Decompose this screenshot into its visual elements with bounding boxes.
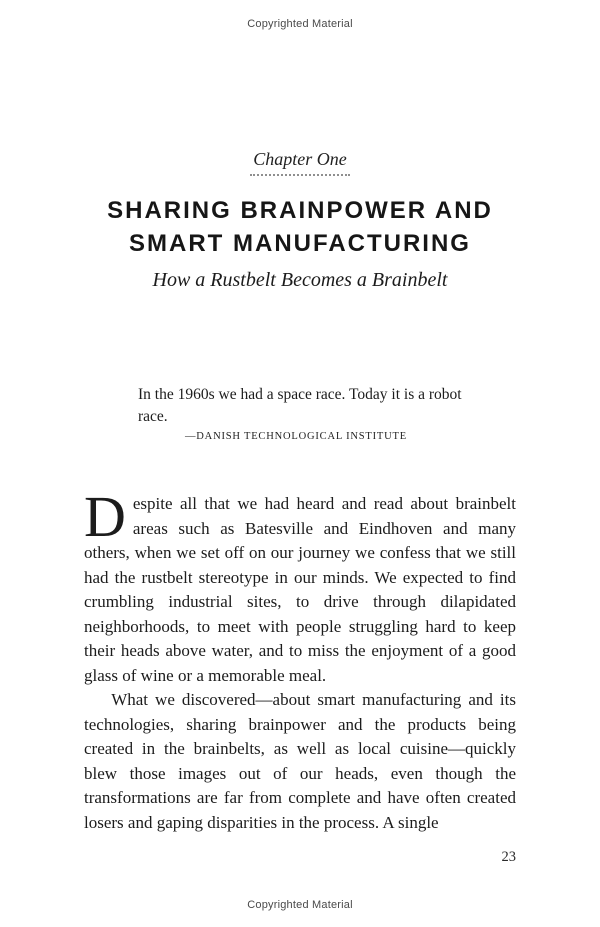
chapter-subtitle: How a Rustbelt Becomes a Brainbelt: [152, 269, 448, 291]
page-number: 23: [501, 849, 516, 865]
drop-cap: D: [84, 484, 126, 549]
epigraph-quote: In the 1960s we had a space race. Today it is a robot race.: [138, 386, 462, 425]
chapter-label: Chapter One: [253, 149, 347, 169]
paragraph-first-text: espite all that we had heard and read about brainbelt areas such as Batesville and Eindhoven and many others, when we set off on our journey we confess that we still had the rustbelt stereotype in our minds. We expected to find crumbling industrial sites, to drive through dilapidated neighborhoods, to meet with people struggling hard to keep their heads above water, and to miss the enjoyment of a good glass of wine or a memorable meal.: [84, 494, 516, 685]
chapter-title: [0, 194, 600, 260]
copyright-notice-top: Copyrighted Material: [247, 18, 353, 30]
paragraph-second: What we discovered—about smart manufacturing and its technologies, sharing brainpower and the products being created in the brainbelts, as well as local cuisine—quickly blew those images out of our heads, even though the transformations are far from complete and have often created losers and gaping disparities in the process. A single: [84, 690, 516, 832]
chapter-title-line2: SMART MANUFACTURING: [129, 230, 471, 257]
epigraph-attribution: —DANISH TECHNOLOGICAL INSTITUTE: [185, 431, 407, 442]
chapter-title-line1: SHARING BRAINPOWER AND: [107, 197, 493, 224]
paragraph-first: [84, 484, 516, 688]
copyright-notice-bottom: Copyrighted Material: [247, 899, 353, 911]
body-text: [84, 484, 516, 835]
chapter-dotted-rule: [250, 174, 350, 176]
